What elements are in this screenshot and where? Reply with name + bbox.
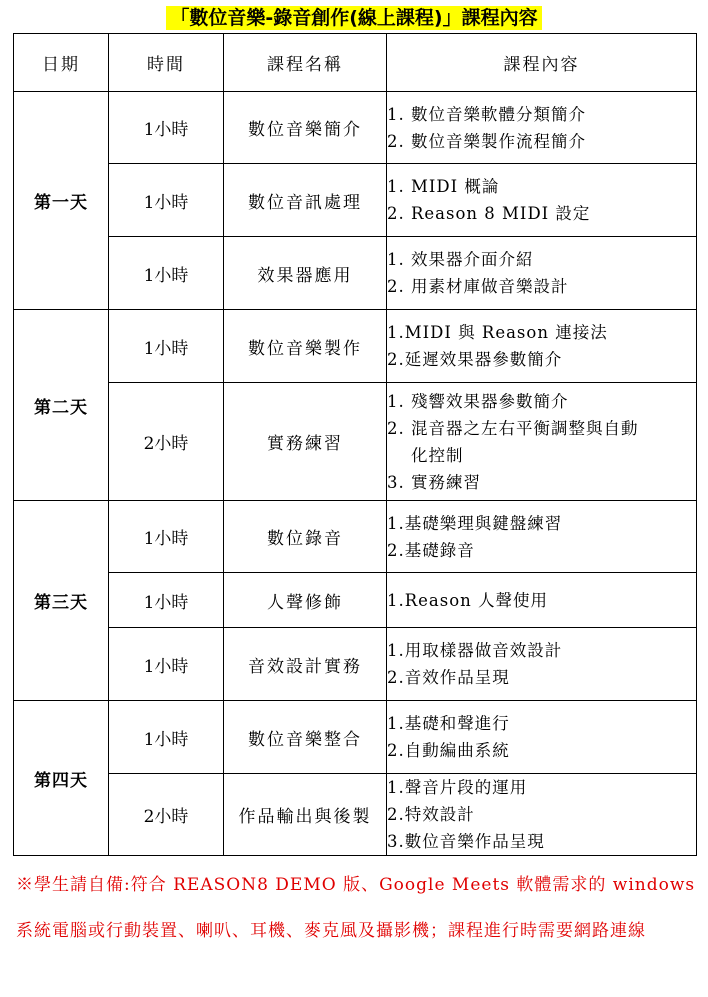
content-line: 1.MIDI 與 Reason 連接法: [387, 323, 608, 342]
session-content: [387, 774, 697, 856]
day-label: 第三天: [14, 501, 109, 701]
session-duration: 1小時: [109, 92, 224, 164]
day-label: 第四天: [14, 701, 109, 856]
table-row: [14, 573, 697, 628]
day-label: 第二天: [14, 310, 109, 501]
session-content: [387, 164, 697, 237]
content-line: 1.基礎樂理與鍵盤練習: [387, 513, 563, 533]
session-name: 數位音樂製作: [224, 310, 387, 383]
content-line: 1.基礎和聲進行: [387, 714, 510, 733]
session-content: [387, 701, 697, 774]
content-line: 3. 實務練習: [387, 472, 481, 492]
header-course-name: 課程名稱: [224, 34, 387, 92]
session-content: [387, 501, 697, 573]
session-name: 數位音樂簡介: [224, 92, 387, 164]
table-row: [14, 164, 697, 237]
session-content: [387, 628, 697, 701]
session-name: 人聲修飾: [224, 573, 387, 628]
content-line: 3.數位音樂作品呈現: [387, 832, 545, 851]
session-name: 作品輸出與後製: [224, 774, 387, 856]
session-name: 音效設計實務: [224, 628, 387, 701]
session-duration: 2小時: [109, 383, 224, 501]
title-container: [0, 6, 708, 30]
session-duration: 1小時: [109, 573, 224, 628]
session-duration: 1小時: [109, 628, 224, 701]
table-row: [14, 501, 697, 573]
session-content: [387, 573, 697, 628]
session-duration: 2小時: [109, 774, 224, 856]
content-line: 2. 用素材庫做音樂設計: [387, 277, 569, 296]
content-line-continuation: 化控制: [411, 445, 464, 465]
content-line: 2.延遲效果器參數簡介: [387, 350, 563, 369]
session-name: 數位錄音: [224, 501, 387, 573]
session-name: 實務練習: [224, 383, 387, 501]
content-line: 1.聲音片段的運用: [387, 778, 528, 797]
course-schedule-table: [13, 33, 697, 856]
content-line: 2.自動編曲系統: [387, 741, 510, 760]
content-line: 2.特效設計: [387, 805, 475, 824]
table-row: [14, 310, 697, 383]
table-row: [14, 383, 697, 501]
content-line: 2. 混音器之左右平衡調整與自動: [387, 418, 639, 438]
content-line: 1. 效果器介面介紹: [387, 250, 534, 269]
session-duration: 1小時: [109, 501, 224, 573]
session-content: [387, 383, 697, 501]
header-row: [14, 34, 697, 92]
content-line: 1.Reason 人聲使用: [387, 590, 549, 610]
header-time: 時間: [109, 34, 224, 92]
table-row: [14, 701, 697, 774]
session-name: 數位音訊處理: [224, 164, 387, 237]
session-content: [387, 237, 697, 310]
session-content: [387, 92, 697, 164]
content-line: 1. 殘響效果器參數簡介: [387, 391, 569, 411]
table-row: [14, 92, 697, 164]
session-duration: 1小時: [109, 701, 224, 774]
content-line: 2.基礎錄音: [387, 540, 475, 560]
content-line: 1.用取樣器做音效設計: [387, 641, 563, 660]
table-row: [14, 628, 697, 701]
session-duration: 1小時: [109, 164, 224, 237]
content-line: 1. 數位音樂軟體分類簡介: [387, 104, 586, 124]
session-duration: 1小時: [109, 310, 224, 383]
content-line: 1. MIDI 概論: [387, 177, 500, 196]
session-content: [387, 310, 697, 383]
page-title: 「數位音樂-錄音創作(線上課程)」課程內容: [166, 6, 541, 30]
equipment-note: ※學生請自備:符合 REASON8 DEMO 版、Google Meets 軟體需求的 windows 系統電腦或行動裝置、喇叭、耳機、麥克風及攝影機；課程進行時需要網路連線: [16, 875, 696, 941]
session-name: 效果器應用: [224, 237, 387, 310]
content-line: 2. 數位音樂製作流程簡介: [387, 131, 586, 151]
table-row: [14, 774, 697, 856]
header-date: 日期: [14, 34, 109, 92]
content-line: 2. Reason 8 MIDI 設定: [387, 204, 591, 223]
header-course-content: 課程內容: [387, 34, 697, 92]
day-label: 第一天: [14, 92, 109, 310]
content-line: 2.音效作品呈現: [387, 668, 510, 687]
table-row: [14, 237, 697, 310]
session-name: 數位音樂整合: [224, 701, 387, 774]
session-duration: 1小時: [109, 237, 224, 310]
